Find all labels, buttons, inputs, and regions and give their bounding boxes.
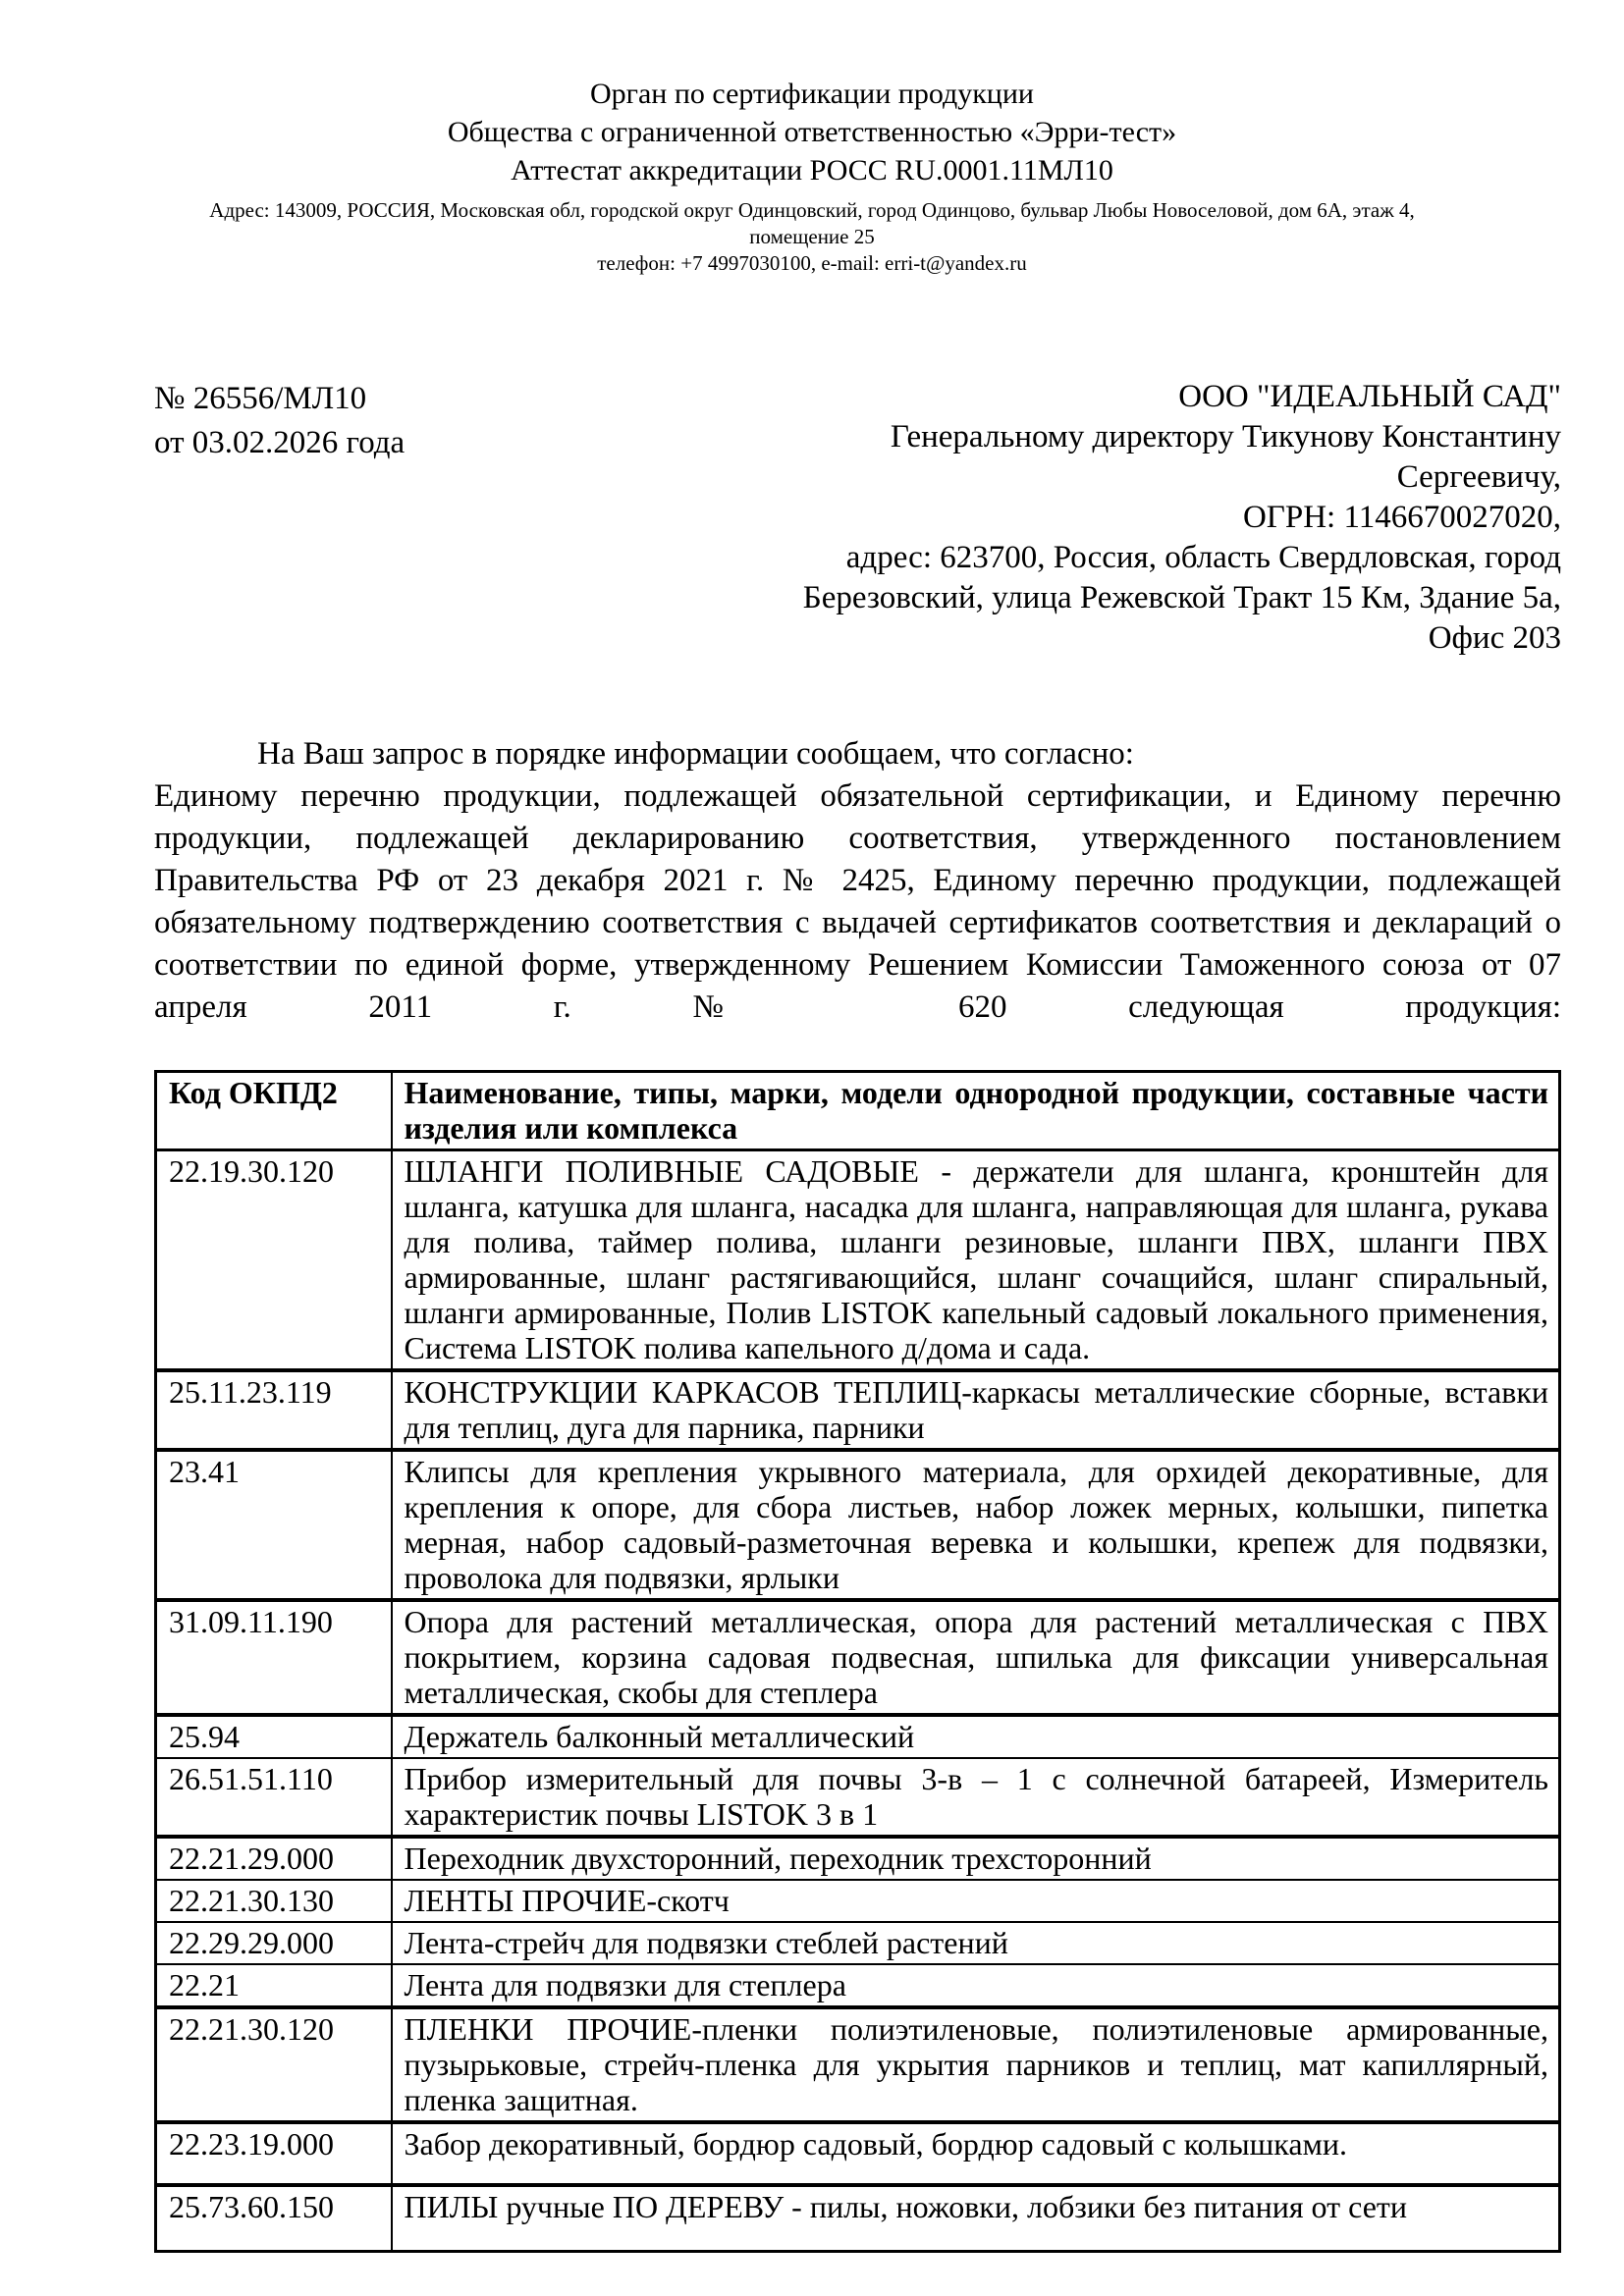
recipient-block <box>803 377 1561 659</box>
desc-cell: ПЛЕНКИ ПРОЧИЕ-пленки полиэтиленовые, полиэтиленовые армированные, пузырьковые, стрейч-пленка для укрытия парников и теплиц, мат капиллярный, пленка защитная. <box>392 2007 1560 2122</box>
table-row <box>156 1600 1560 1715</box>
recipient-line: Генеральному директору Тикунову Константину <box>890 419 1561 454</box>
desc-cell: Прибор измерительный для почвы 3-в – 1 с солнечной батареей, Измеритель характеристик почвы LISTOK 3 в 1 <box>392 1758 1560 1837</box>
desc-cell: Забор декоративный, бордюр садовый, бордюр садовый с колышками. <box>392 2122 1560 2185</box>
desc-cell: Лента для подвязки для степлера <box>392 1964 1560 2007</box>
header-code-cell: Код ОКПД2 <box>156 1072 392 1150</box>
desc-cell: Лента-стрейч для подвязки стеблей растений <box>392 1922 1560 1964</box>
intro-line: На Ваш запрос в порядке информации сообщаем, что согласно: <box>257 736 1134 772</box>
table-row <box>156 1715 1560 1758</box>
accreditation-line: Аттестат аккредитации РОСС RU.0001.11МЛ10 <box>511 154 1113 187</box>
table-row <box>156 1964 1560 2007</box>
desc-cell: ЛЕНТЫ ПРОЧИЕ-скотч <box>392 1880 1560 1922</box>
org-title-line-1: Орган по сертификации продукции <box>590 78 1034 110</box>
table-row <box>156 1150 1560 1371</box>
paragraph-line: Правительства РФ от 23 декабря 2021 г. № 2425, Единому перечню продукции, подлежащей <box>154 863 1561 898</box>
desc-cell: Переходник двухсторонний, переходник трехсторонний <box>392 1837 1560 1880</box>
recipient-line: ООО "ИДЕАЛЬНЫЙ САД" <box>1178 379 1561 414</box>
code-cell: 22.21 <box>156 1964 392 2007</box>
paragraph-line: обязательному подтверждению соответствия с выдачей сертификатов соответствия и деклараций о <box>154 905 1561 940</box>
recipient-line: Офис 203 <box>1428 620 1561 656</box>
desc-cell: КОНСТРУКЦИИ КАРКАСОВ ТЕПЛИЦ-каркасы металлические сборные, вставки для теплиц, дуга для парника, парники <box>392 1370 1560 1450</box>
recipient-line: адрес: 623700, Россия, область Свердловская, город <box>845 540 1561 575</box>
paragraph-line: продукции, подлежащей декларированию соответствия, утвержденного постановлением <box>154 821 1561 856</box>
code-cell: 22.21.29.000 <box>156 1837 392 1880</box>
reference-and-recipient <box>154 377 1561 659</box>
body-paragraph <box>154 733 1561 1029</box>
code-cell: 22.19.30.120 <box>156 1150 392 1371</box>
table-row <box>156 1837 1560 1880</box>
org-title-line-2: Общества с ограниченной ответственностью «Эрри-тест» <box>447 116 1177 148</box>
table-header-row <box>156 1072 1560 1150</box>
header-name-line: изделия или комплекса <box>404 1110 738 1146</box>
header-name-line: Наименование, типы, марки, модели однородной продукции, составные части <box>404 1075 1548 1110</box>
code-cell: 31.09.11.190 <box>156 1600 392 1715</box>
reference-date: от 03.02.2026 года <box>154 425 406 460</box>
code-cell: 22.23.19.000 <box>156 2122 392 2185</box>
reference-number: № 26556/МЛ10 <box>154 381 367 416</box>
code-cell: 22.21.30.130 <box>156 1880 392 1922</box>
paragraph-line: соответствии по единой форме, утвержденному Решением Комиссии Таможенного союза от 07 <box>154 947 1561 983</box>
desc-cell: Опора для растений металлическая, опора для растений металлическая с ПВХ покрытием, корзина садовая подвесная, шпилька для фиксации универсальная металлическая, скобы для степлера <box>392 1600 1560 1715</box>
table-row <box>156 1450 1560 1600</box>
code-cell: 23.41 <box>156 1450 392 1600</box>
paragraph-line: апреля 2011 г. № 620 следующая продукция: <box>154 989 1561 1025</box>
table-row <box>156 1758 1560 1837</box>
letterhead <box>0 75 1624 277</box>
org-contacts: телефон: +7 4997030100, e-mail: erri-t@yandex.ru <box>597 251 1027 275</box>
desc-cell: ПИЛЫ ручные ПО ДЕРЕВУ - пилы, ножовки, лобзики без питания от сети <box>392 2185 1560 2252</box>
code-cell: 25.11.23.119 <box>156 1370 392 1450</box>
header-name-cell <box>392 1072 1560 1150</box>
code-cell: 26.51.51.110 <box>156 1758 392 1837</box>
desc-cell: Держатель балконный металлический <box>392 1715 1560 1758</box>
code-cell: 22.29.29.000 <box>156 1922 392 1964</box>
table-row <box>156 1922 1560 1964</box>
table-row <box>156 1880 1560 1922</box>
desc-cell: ШЛАНГИ ПОЛИВНЫЕ САДОВЫЕ - держатели для шланга, кронштейн для шланга, катушка для шланга, насадка для шланга, направляющая для шланга, рукава для полива, таймер полива, шланги резиновые, шланги ПВХ, шланги ПВХ армированные, шланг растягивающийся, шланг сочащийся, шланг спиральный, шланги армированные, Полив LISTOK капельный садовый локального применения, Система LISTOK полива капельного д/дома и сада. <box>392 1150 1560 1371</box>
desc-cell: Клипсы для крепления укрывного материала, для орхидей декоративные, для крепления к опоре, для сбора листьев, набор ложек мерных, колышки, пипетка мерная, набор садовый-разметочная веревка и колышки, крепеж для подвязки, проволока для подвязки, ярлыки <box>392 1450 1560 1600</box>
table-row <box>156 2007 1560 2122</box>
recipient-line: Сергеевичу, <box>1396 459 1561 495</box>
table-row <box>156 2185 1560 2252</box>
products-table <box>154 1070 1561 2253</box>
table-row <box>156 1370 1560 1450</box>
org-address: Адрес: 143009, РОССИЯ, Московская обл, городской округ Одинцовский, город Одинцово, бульвар Любы Новоселовой, дом 6А, этаж 4, помещение 25 <box>209 198 1415 248</box>
code-cell: 25.73.60.150 <box>156 2185 392 2252</box>
recipient-line: Березовский, улица Режевской Тракт 15 Км, Здание 5а, <box>802 580 1561 615</box>
reference-block <box>154 377 405 659</box>
table-row <box>156 2122 1560 2185</box>
recipient-line: ОГРН: 1146670027020, <box>1242 500 1561 535</box>
code-cell: 25.94 <box>156 1715 392 1758</box>
paragraph-line: Единому перечню продукции, подлежащей обязательной сертификации, и Единому перечню <box>154 778 1561 814</box>
code-cell: 22.21.30.120 <box>156 2007 392 2122</box>
